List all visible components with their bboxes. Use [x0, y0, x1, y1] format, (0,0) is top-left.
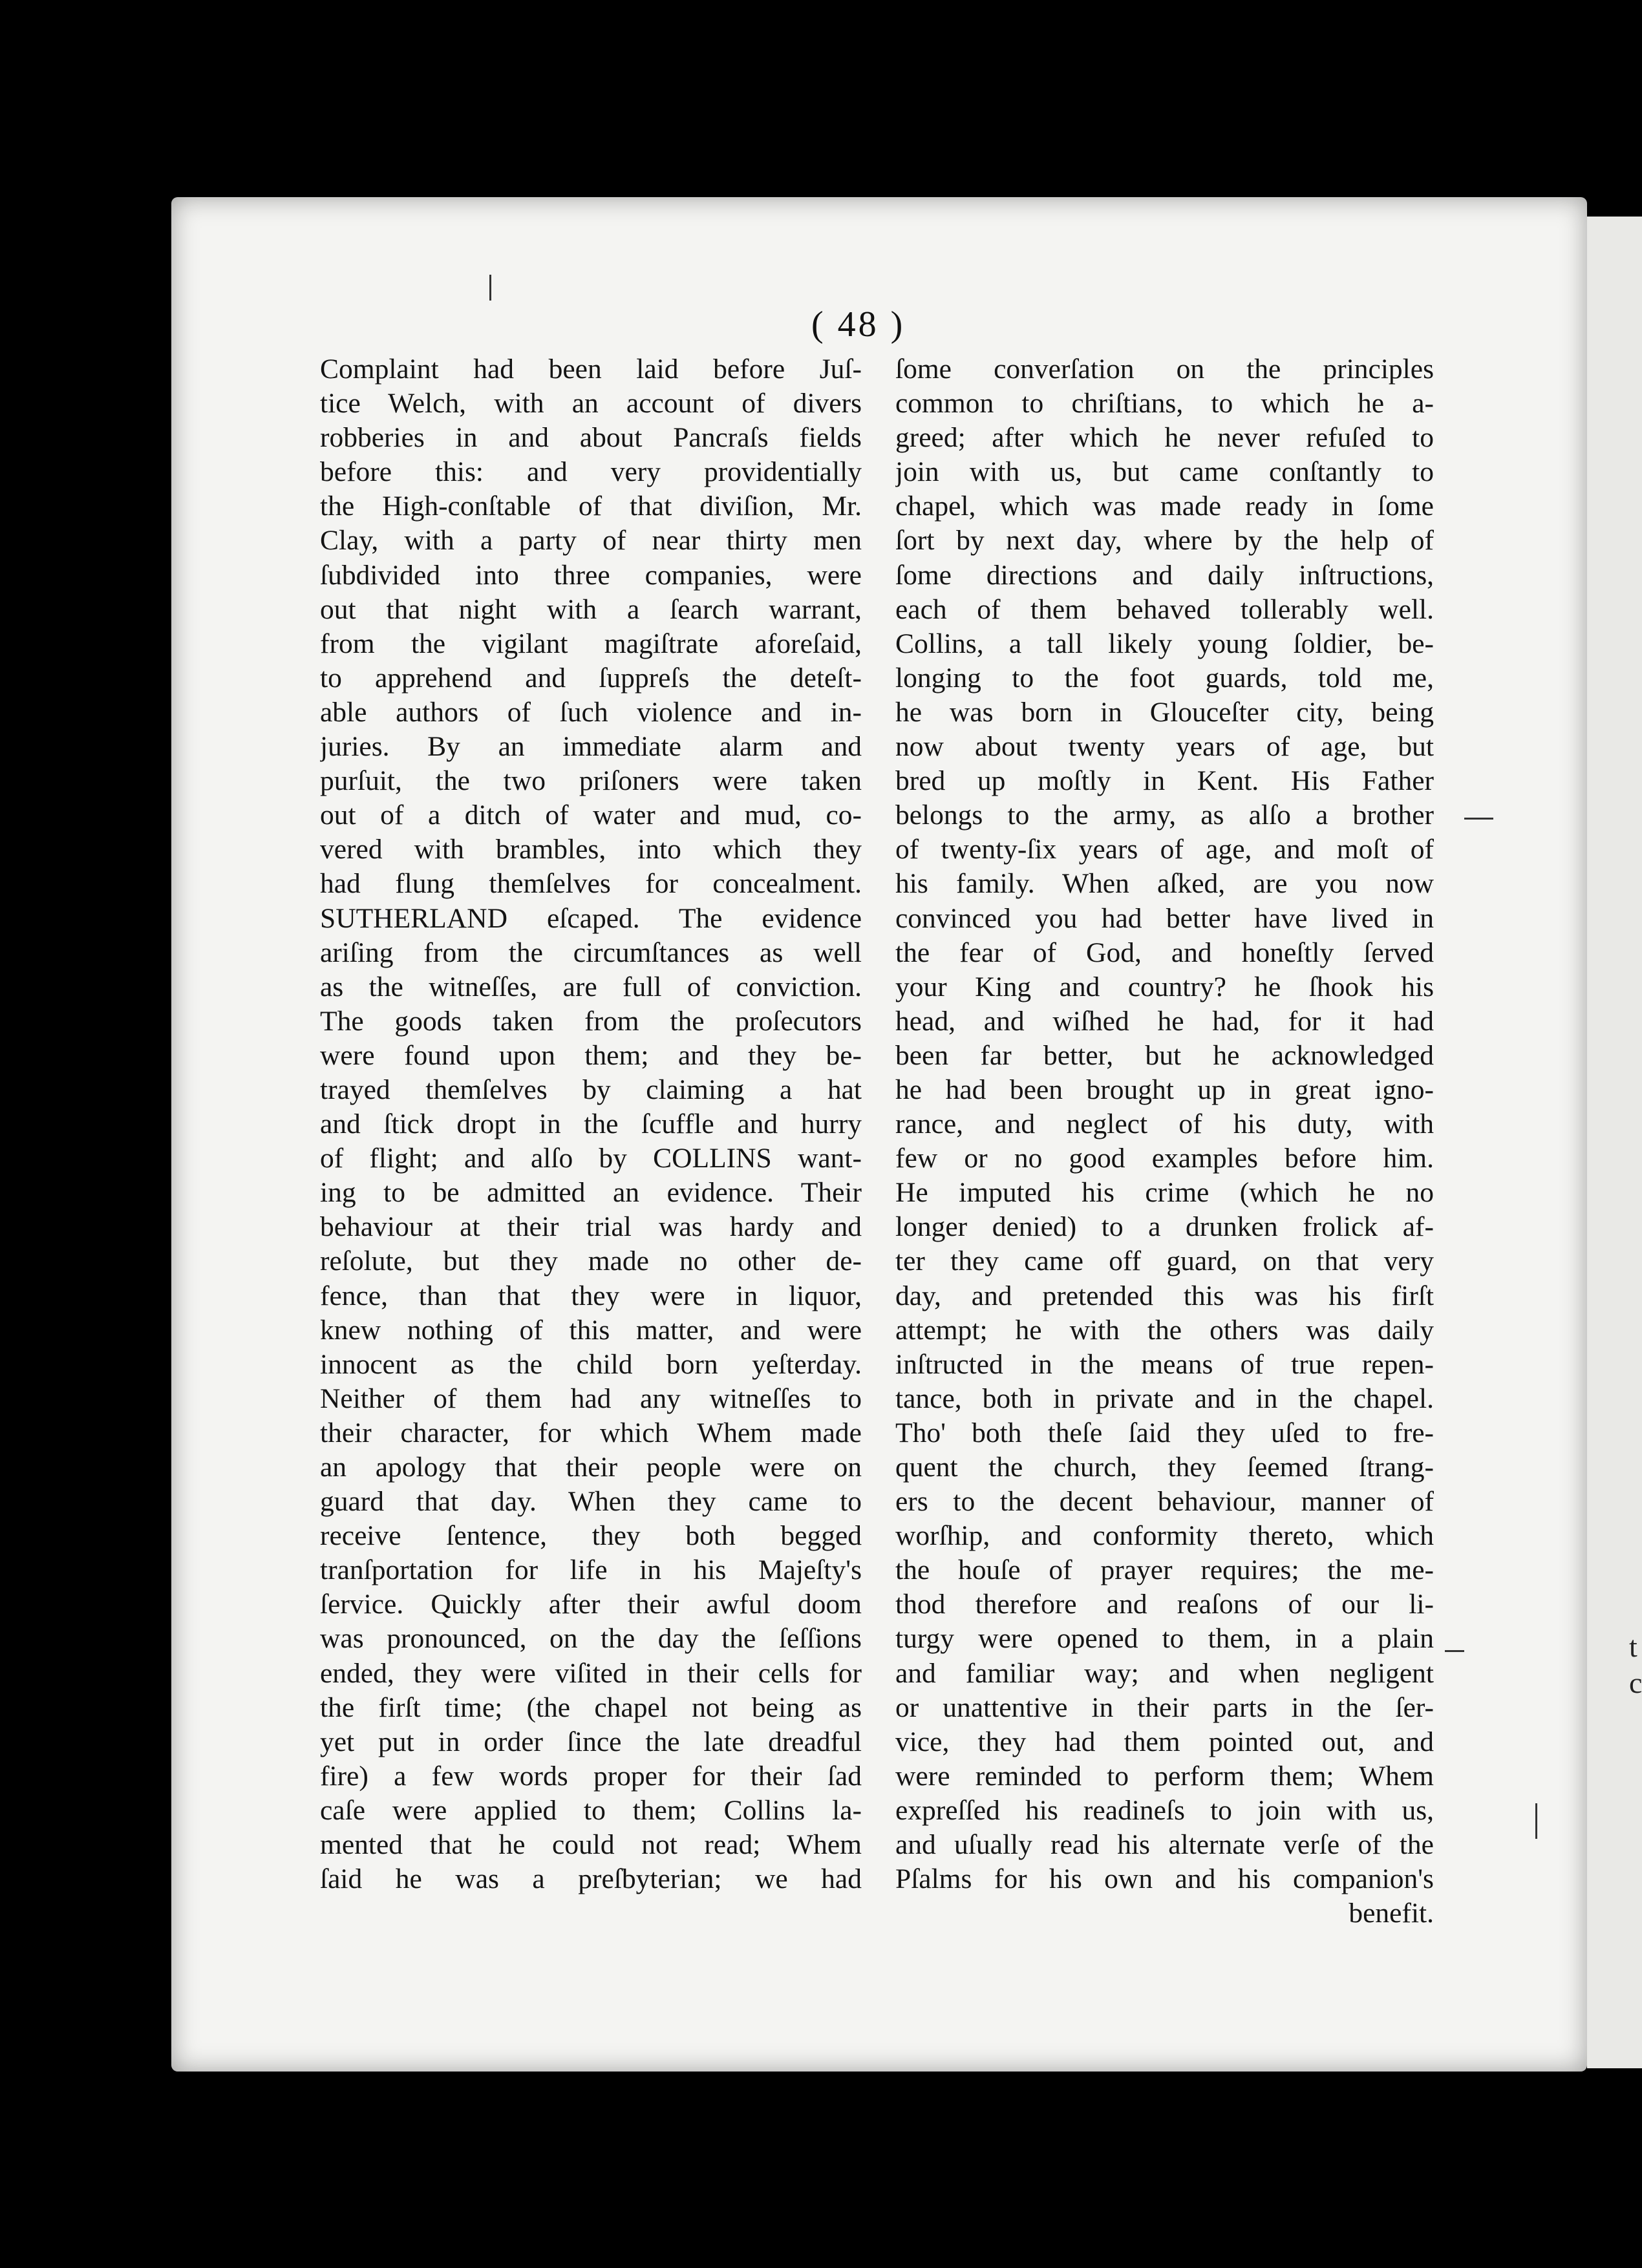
- text-line: before this: and very providentially: [320, 456, 862, 488]
- adjacent-letter: t: [1629, 1630, 1637, 1663]
- text-line: he had been brought up in great igno-: [895, 1074, 1434, 1105]
- text-line: had flung themſelves for concealment.: [320, 868, 862, 900]
- text-line: ended, they were viſited in their cells for: [320, 1657, 862, 1689]
- text-line: out that night with a ſearch warrant,: [320, 593, 862, 625]
- text-line: his family. When aſked, are you now: [895, 868, 1434, 900]
- text-line: ſort by next day, where by the help of: [895, 525, 1434, 556]
- text-line: bred up moſtly in Kent. His Father: [895, 765, 1434, 797]
- text-line: SUTHERLAND eſcaped. The evidence: [320, 902, 862, 934]
- text-line: ariſing from the circumſtances as well: [320, 937, 862, 968]
- text-line: ter they came off guard, on that very: [895, 1245, 1434, 1277]
- text-line: fire) a few words proper for their ſad: [320, 1760, 862, 1792]
- text-line: expreſſed his readineſs to join with us,: [895, 1794, 1434, 1826]
- adjacent-letter: c: [1629, 1666, 1642, 1699]
- text-line: ing to be admitted an evidence. Their: [320, 1177, 862, 1209]
- text-line: attempt; he with the others was daily: [895, 1314, 1434, 1346]
- text-line: yet put in order ſince the late dreadful: [320, 1726, 862, 1757]
- text-line: the houſe of prayer requires; the me-: [895, 1554, 1434, 1586]
- text-line: head, and wiſhed he had, for it had: [895, 1005, 1434, 1037]
- margin-mark: [1464, 818, 1493, 820]
- text-line: ſaid he was a preſbyterian; we had: [320, 1863, 862, 1895]
- text-line: the High-conſtable of that diviſion, Mr.: [320, 491, 862, 522]
- adjacent-page-edge: [1587, 217, 1642, 2068]
- text-line: chapel, which was made ready in ſome: [895, 491, 1434, 522]
- text-line: each of them behaved tollerably well.: [895, 593, 1434, 625]
- text-line: innocent as the child born yeſterday.: [320, 1348, 862, 1380]
- text-line: Tho' both theſe ſaid they uſed to fre-: [895, 1417, 1434, 1448]
- text-line: ers to the decent behaviour, manner of: [895, 1486, 1434, 1518]
- text-line: tranſportation for life in his Majeſty's: [320, 1554, 862, 1586]
- text-line: rance, and neglect of his duty, with: [895, 1108, 1434, 1140]
- text-line: and familiar way; and when negligent: [895, 1657, 1434, 1689]
- text-line: vered with brambles, into which they: [320, 834, 862, 865]
- text-line: belongs to the army, as alſo a brother: [895, 800, 1434, 831]
- text-line: he was born in Glouceſter city, being: [895, 696, 1434, 728]
- text-line: from the vigilant magiſtrate aforeſaid,: [320, 628, 862, 659]
- text-line: knew nothing of this matter, and were: [320, 1314, 862, 1346]
- text-line: receive ſentence, they both begged: [320, 1520, 862, 1552]
- text-line: Collins, a tall likely young ſoldier, be-: [895, 628, 1434, 659]
- text-line: fence, than that they were in liquor,: [320, 1280, 862, 1311]
- text-line: Pſalms for his own and his companion's: [895, 1863, 1434, 1895]
- text-line: Neither of them had any witneſſes to: [320, 1383, 862, 1414]
- right-column: [895, 352, 1434, 1931]
- text-line: or unattentive in their parts in the ſer-: [895, 1691, 1434, 1723]
- text-line: your King and country? he ſhook his: [895, 971, 1434, 1002]
- text-line: and ſtick dropt in the ſcuffle and hurry: [320, 1108, 862, 1140]
- margin-mark: [1535, 1803, 1537, 1839]
- text-line: longing to the foot guards, told me,: [895, 662, 1434, 694]
- text-line: their character, for which Whem made: [320, 1417, 862, 1448]
- text-line: benefit.: [1349, 1898, 1434, 1929]
- left-column: [320, 352, 862, 1896]
- text-line: ſubdivided into three companies, were: [320, 559, 862, 591]
- text-line: worſhip, and conformity thereto, which: [895, 1520, 1434, 1552]
- text-line: day, and pretended this was his firſt: [895, 1280, 1434, 1311]
- text-line: were reminded to perform them; Whem: [895, 1760, 1434, 1792]
- text-line: tance, both in private and in the chapel.: [895, 1383, 1434, 1414]
- page-number: ( 48 ): [811, 304, 906, 344]
- text-line: caſe were applied to them; Collins la-: [320, 1794, 862, 1826]
- text-line: quent the church, they ſeemed ſtrang-: [895, 1452, 1434, 1483]
- text-line: able authors of ſuch violence and in-: [320, 696, 862, 728]
- text-line: reſolute, but they made no other de-: [320, 1245, 862, 1277]
- text-line: behaviour at their trial was hardy and: [320, 1211, 862, 1243]
- text-line: He imputed his crime (which he no: [895, 1177, 1434, 1209]
- text-line: vice, they had them pointed out, and: [895, 1726, 1434, 1757]
- text-line: guard that day. When they came to: [320, 1486, 862, 1518]
- text-line: been far better, but he acknowledged: [895, 1039, 1434, 1071]
- text-line: The goods taken from the proſecutors: [320, 1005, 862, 1037]
- adjacent-page-letters: [1629, 1629, 1642, 1701]
- text-line: Clay, with a party of near thirty men: [320, 525, 862, 556]
- text-line: of twenty-ſix years of age, and moſt of: [895, 834, 1434, 865]
- text-line: purſuit, the two priſoners were taken: [320, 765, 862, 797]
- text-line: to apprehend and ſuppreſs the deteſt-: [320, 662, 862, 694]
- text-line: juries. By an immediate alarm and: [320, 731, 862, 763]
- text-line: and uſually read his alternate verſe of the: [895, 1829, 1434, 1861]
- margin-mark: [1445, 1650, 1464, 1652]
- text-line: thod therefore and reaſons of our li-: [895, 1589, 1434, 1620]
- text-line: convinced you had better have lived in: [895, 902, 1434, 934]
- text-line: ſome directions and daily inſtructions,: [895, 559, 1434, 591]
- margin-mark: [489, 275, 491, 301]
- text-line: longer denied) to a drunken frolick af-: [895, 1211, 1434, 1243]
- text-line: tice Welch, with an account of divers: [320, 388, 862, 419]
- text-line: were found upon them; and they be-: [320, 1039, 862, 1071]
- text-line: ſome converſation on the principles: [895, 354, 1434, 385]
- text-line: the fear of God, and honeſtly ſerved: [895, 937, 1434, 968]
- text-line: join with us, but came conſtantly to: [895, 456, 1434, 488]
- text-line: an apology that their people were on: [320, 1452, 862, 1483]
- text-line: inſtructed in the means of true repen-: [895, 1348, 1434, 1380]
- text-line: trayed themſelves by claiming a hat: [320, 1074, 862, 1105]
- text-line: the firſt time; (the chapel not being as: [320, 1691, 862, 1723]
- text-line: mented that he could not read; Whem: [320, 1829, 862, 1861]
- text-line: few or no good examples before him.: [895, 1143, 1434, 1174]
- text-line: Complaint had been laid before Juſ-: [320, 354, 862, 385]
- text-line: of flight; and alſo by COLLINS want-: [320, 1143, 862, 1174]
- text-line: out of a ditch of water and mud, co-: [320, 800, 862, 831]
- text-line: greed; after which he never refuſed to: [895, 422, 1434, 454]
- text-line: now about twenty years of age, but: [895, 731, 1434, 763]
- text-line: robberies in and about Pancraſs fields: [320, 422, 862, 454]
- text-line: turgy were opened to them, in a plain: [895, 1623, 1434, 1655]
- text-line: as the witneſſes, are full of conviction.: [320, 971, 862, 1002]
- text-line: ſervice. Quickly after their awful doom: [320, 1589, 862, 1620]
- text-line: was pronounced, on the day the ſeſſions: [320, 1623, 862, 1655]
- text-line: common to chriſtians, to which he a-: [895, 388, 1434, 419]
